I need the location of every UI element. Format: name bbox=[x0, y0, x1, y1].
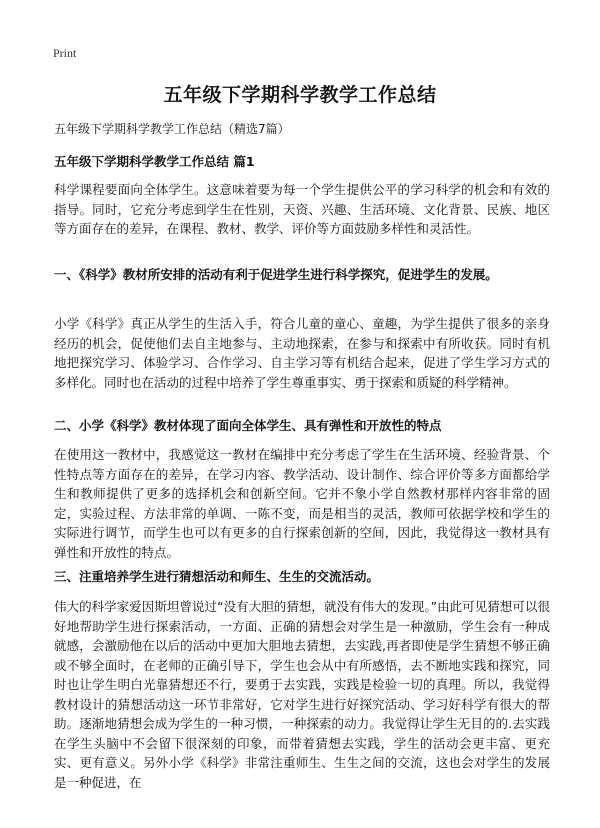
section-2-heading: 二、小学《科学》教材体现了面向全体学生、具有弹性和开放性的特点 bbox=[54, 418, 442, 433]
document-title: 五年级下学期科学教学工作总结 bbox=[163, 84, 437, 106]
intro-paragraph: 科学课程要面向全体学生。这意味着要为每一个学生提供公平的学习科学的机会和有效的指导。同时，它充分考虑到学生在性别，天资、兴趣、生活环境、文化背景、民族、地区等方面存在的差异，在课程、教材、教学、评价等方面鼓励多样性和灵活性。 bbox=[54, 182, 550, 236]
section-2-body: 在使用这一教材中，我感觉这一教材在编排中充分考虑了学生在生活环境、经验背景、个性特点等方面存在的差异，在学习内容、教学活动、设计制作、综合评价等多方面都给学生和教师提供了更多的选择机会和创新空间。它并不象小学自然教材那样内容非常的固定，实验过程、方法非常的单调、一陈不变，而是相当的灵活，教师可依据学校和学生的实际进行调节，而学生也可以有更多的自行探索创新的空间，因此，我觉得这一教材具有弹性和开放性的特点。 bbox=[54, 447, 550, 560]
section-1-heading: 一、《科学》教材所安排的活动有利于促进学生进行科学探究，促进学生的发展。 bbox=[54, 267, 498, 282]
document-subtitle: 五年级下学期科学教学工作总结（精选7篇） bbox=[54, 122, 290, 136]
section-3-body: 伟大的科学家爱因斯坦曾说过“没有大胆的猜想，就没有伟大的发现。”由此可见猜想可以很好地帮助学生进行探索活动，一方面、正确的猜想会对学生是一种激励，学生会有一种成就感，会激励他在以后的活动中更加大胆地去猜想，去实践,再者即使是学生猜想不够正确或不够全面时，在老师的正确引导下，学生也会从中有所感悟，去不断地实践和探究，同时也让学生明白光靠猜想还不行，要勇于去实践，实践是检验一切的真理。所以，我觉得教材设计的猜想活动这一环节非常好，它对学生进行好探究活动、学习好科学有很大的帮助。逐渐地猜想会成为学生的一种习惯，一种探索的动力。我觉得让学生无目的的.去实践在学生头脑中不会留下很深刻的印象，而带着猜想去实践，学生的活动会更丰富、更充实、更有意义。另外小学《科学》非常注重师生、生生之间的交流，这也会对学生的发展是一种促进，在 bbox=[54, 599, 550, 790]
section-3-heading: 三、注重培养学生进行猜想活动和师生、生生的交流活动。 bbox=[54, 569, 380, 584]
section-1-body: 小学《科学》真正从学生的生活入手，符合儿童的童心、童趣，为学生提供了很多的亲身经历的机会，促使他们去自主地参与、主动地探索，在参与和探索中有所收获。同时有机地把探究学习、体验学习、合作学习、自主学习等有机结合起来，促进了学生学习方式的多样化。同时也在活动的过程中培养了学生尊重事实、勇于探索和质疑的科学精神。 bbox=[54, 316, 550, 390]
print-label: Print bbox=[53, 46, 77, 60]
article-heading: 五年级下学期科学教学工作总结 篇1 bbox=[54, 154, 255, 169]
